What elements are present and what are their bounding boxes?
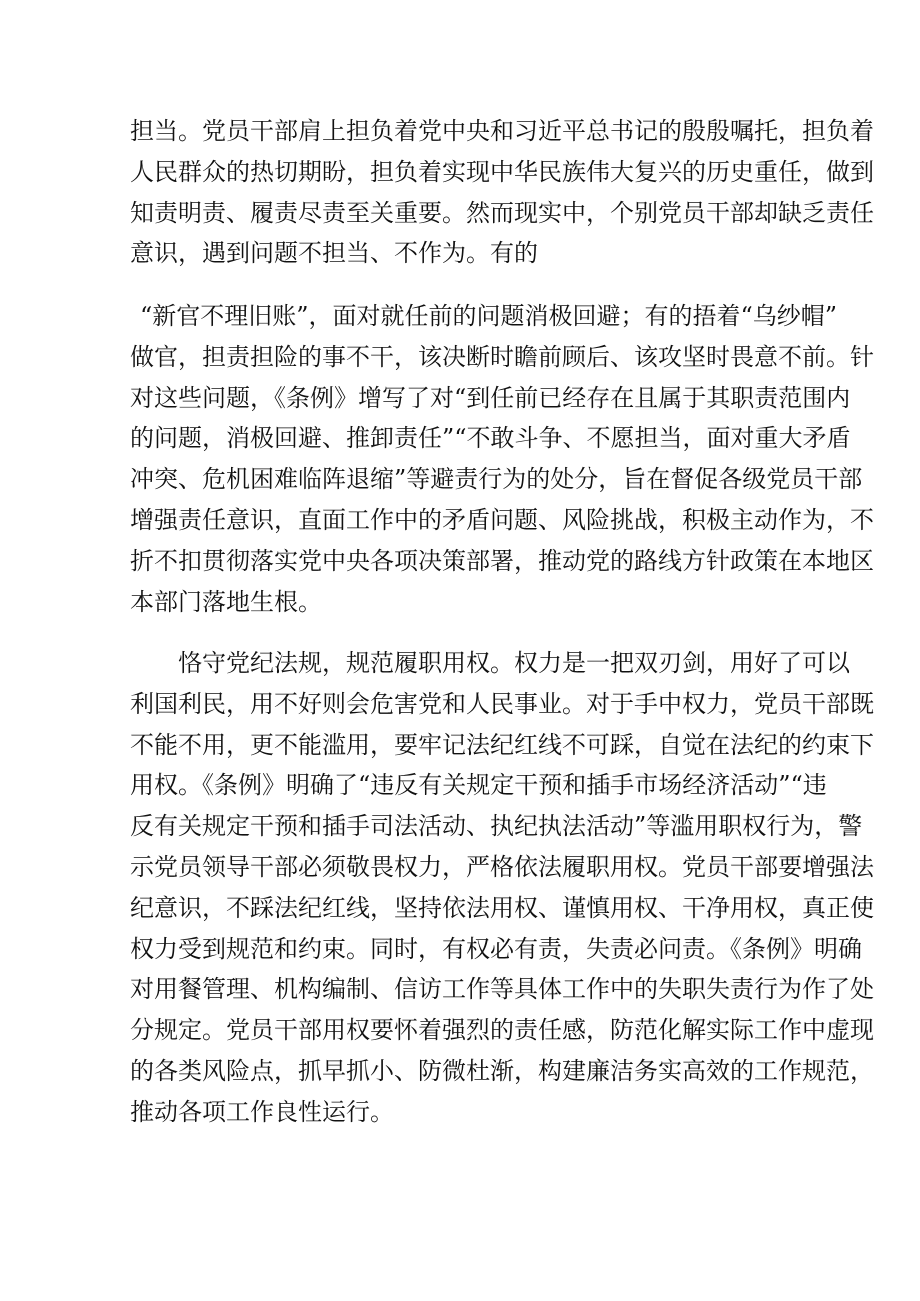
text-line: 对用餐管理、机构编制、信访工作等具体工作中的失职失责行为作了处 (130, 975, 874, 1004)
text-line: 纪意识，不踩法纪红线，坚持依法用权、谨慎用权、干净用权，真正使 (130, 893, 874, 922)
text-line: 知责明责、履责尽责至关重要。然而现实中，个别党员干部却缺乏责任 (130, 198, 874, 227)
text-line: 权力受到规范和约束。同时，有权必有责，失责必问责。《条例》明确 (130, 934, 862, 963)
text-line: 反有关规定干预和插手司法活动、执纪执法活动”等滥用职权行为，警 (130, 812, 863, 841)
text-line: 意识，遇到问题不担当、不作为。有的 (130, 239, 538, 268)
paragraph-1 (130, 111, 874, 274)
text-line: 担当。党员干部肩上担负着党中央和习近平总书记的殷殷嘱托，担负着 (130, 117, 874, 145)
text-line: 推动各项工作良性运行。 (130, 1097, 394, 1126)
text-line: 折不扣贯彻落实党中央各项决策部署，推动党的路线方针政策在本地区 (130, 546, 874, 575)
text-line: 本部门落地生根。 (130, 587, 322, 616)
paragraph-3 (130, 643, 874, 1133)
text-line: 用权。《条例》明确了“违反有关规定干预和插手市场经济活动”“违 (130, 771, 827, 800)
text-line: 的各类风险点，抓早抓小、防微杜渐，构建廉洁务实高效的工作规范， (130, 1056, 874, 1085)
text-line: 的问题，消极回避、推卸责任”“不敢斗争、不愿担当，面对重大矛盾 (130, 424, 851, 453)
text-line: 利国利民，用不好则会危害党和人民事业。对于手中权力，党员干部既 (130, 689, 874, 718)
text-line: 增强责任意识，直面工作中的矛盾问题、风险挑战，积极主动作为，不 (130, 505, 874, 534)
text-line: 冲突、危机困难临阵退缩”等避责行为的处分，旨在督促各级党员干部 (130, 465, 863, 494)
text-line: 分规定。党员干部用权要怀着强烈的责任感，防范化解实际工作中虚现 (130, 1016, 874, 1045)
text-line: 做官，担责担险的事不干，该决断时瞻前顾后、该攻坚时畏意不前。针 (130, 342, 874, 371)
text-line: 人民群众的热切期盼，担负着实现中华民族伟大复兴的历史重任，做到 (130, 157, 874, 186)
text-line: 对这些问题，《条例》增写了对“到任前已经存在且属于其职责范围内 (130, 383, 851, 412)
paragraph-2 (130, 296, 874, 622)
text-line: 恪守党纪法规，规范履职用权。权力是一把双刃剑，用好了可以 (178, 649, 850, 677)
text-line: 不能不用，更不能滥用，要牢记法纪红线不可踩，自觉在法纪的约束下 (130, 730, 874, 759)
text-line: 示党员领导干部必须敬畏权力，严格依法履职用权。党员干部要增强法 (130, 852, 874, 881)
text-line: “新官不理旧账”，面对就任前的问题消极回避；有的捂着“乌纱帽” (140, 302, 838, 330)
